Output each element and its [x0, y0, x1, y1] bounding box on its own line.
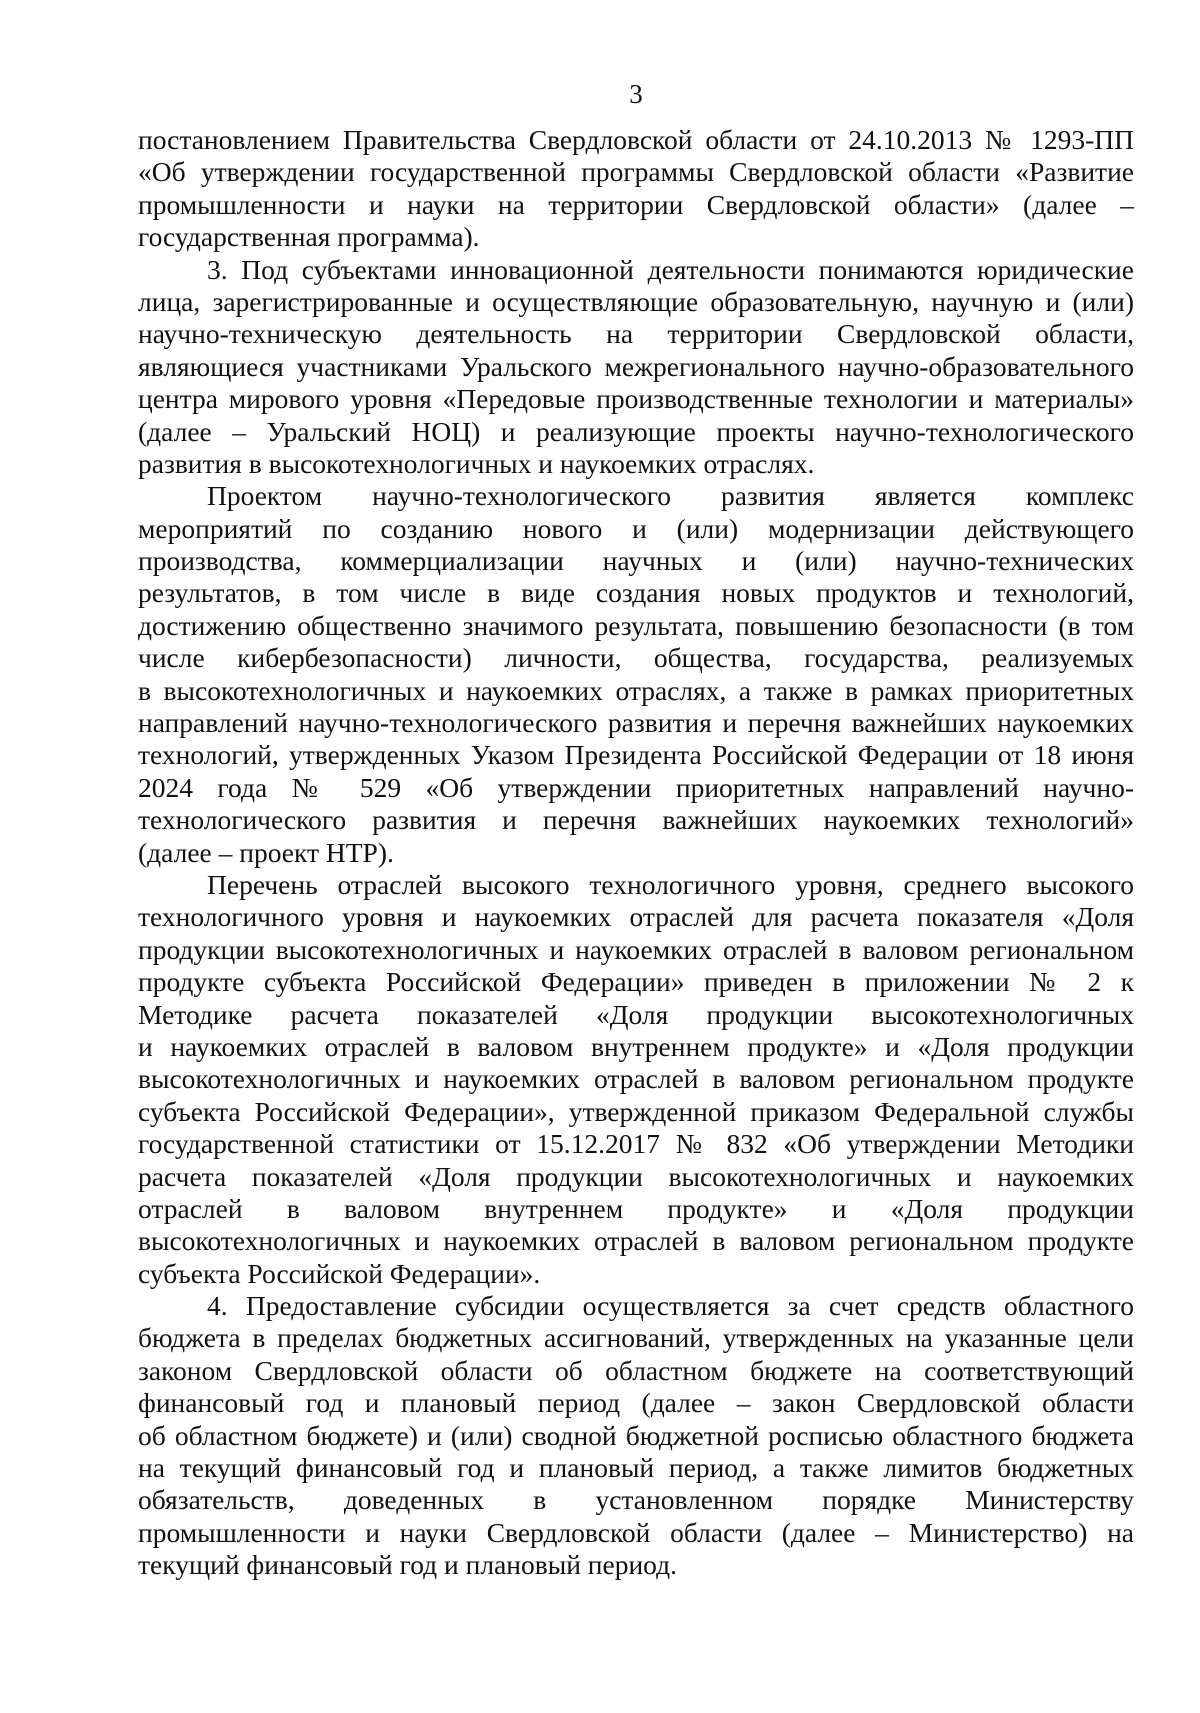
- text-line: мероприятий по созданию нового и (или) модернизации действующего: [138, 512, 1134, 544]
- text-line: 4. Предоставление субсидии осуществляется за счет средств областного: [207, 1290, 1134, 1322]
- document-body: [138, 124, 1134, 1582]
- text-line: (далее – Уральский НОЦ) и реализующие проекты научно-технологического: [138, 415, 1134, 447]
- text-line: на текущий финансовый год и плановый период, а также лимитов бюджетных: [138, 1452, 1134, 1484]
- text-line: обязательств, доведенных в установленном порядке Министерству: [138, 1484, 1134, 1516]
- text-line: текущий финансовый год и плановый период.: [138, 1549, 678, 1581]
- text-line: 2024 года № 529 «Об утверждении приоритетных направлений научно-: [138, 771, 1134, 803]
- text-line: (далее – проект НТР).: [138, 836, 394, 868]
- text-line: государственной статистики от 15.12.2017 № 832 «Об утверждении Методики: [138, 1128, 1134, 1160]
- text-line: в высокотехнологичных и наукоемких отраслях, а также в рамках приоритетных: [138, 674, 1134, 706]
- text-line: об областном бюджете) и (или) сводной бюджетной росписью областного бюджета: [138, 1419, 1134, 1451]
- text-line: расчета показателей «Доля продукции высокотехнологичных и наукоемких: [138, 1160, 1134, 1192]
- text-line: высокотехнологичных и наукоемких отраслей в валовом региональном продукте: [138, 1225, 1134, 1257]
- text-line: Перечень отраслей высокого технологичного уровня, среднего высокого: [207, 868, 1134, 900]
- text-line: государственная программа).: [138, 221, 480, 253]
- text-line: и наукоемких отраслей в валовом внутреннем продукте» и «Доля продукции: [138, 1030, 1134, 1062]
- text-line: научно-техническую деятельность на территории Свердловской области,: [138, 318, 1134, 350]
- text-line: Проектом научно-технологического развития является комплекс: [207, 480, 1134, 512]
- text-line: направлений научно-технологического развития и перечня важнейших наукоемких: [138, 707, 1134, 739]
- text-line: технологического развития и перечня важнейших наукоемких технологий»: [138, 804, 1134, 836]
- text-line: производства, коммерциализации научных и (или) научно-технических: [138, 545, 1134, 577]
- text-line: «Об утверждении государственной программы Свердловской области «Развитие: [138, 156, 1134, 188]
- text-line: субъекта Российской Федерации».: [138, 1257, 541, 1289]
- text-line: достижению общественно значимого результата, повышению безопасности (в том: [138, 609, 1134, 641]
- text-line: постановлением Правительства Свердловской области от 24.10.2013 № 1293-ПП: [138, 124, 1134, 155]
- text-line: результатов, в том числе в виде создания новых продуктов и технологий,: [138, 577, 1134, 609]
- text-line: числе кибербезопасности) личности, общества, государства, реализуемых: [138, 642, 1134, 674]
- text-line: бюджета в пределах бюджетных ассигнований, утвержденных на указанные цели: [138, 1322, 1134, 1354]
- text-line: продукте субъекта Российской Федерации» приведен в приложении № 2 к: [138, 966, 1134, 998]
- text-line: технологий, утвержденных Указом Президента Российской Федерации от 18 июня: [138, 739, 1134, 771]
- text-line: центра мирового уровня «Передовые производственные технологии и материалы»: [138, 383, 1134, 415]
- text-line: Методике расчета показателей «Доля продукции высокотехнологичных: [138, 998, 1134, 1030]
- text-line: отраслей в валовом внутреннем продукте» и «Доля продукции: [138, 1192, 1134, 1224]
- text-line: высокотехнологичных и наукоемких отраслей в валовом региональном продукте: [138, 1063, 1134, 1095]
- text-line: развития в высокотехнологичных и наукоемких отраслях.: [138, 447, 815, 479]
- text-line: финансовый год и плановый период (далее – закон Свердловской области: [138, 1387, 1134, 1419]
- page-number: 3: [629, 79, 643, 109]
- text-line: промышленности и науки Свердловской области (далее – Министерство) на: [138, 1516, 1134, 1548]
- text-line: технологичного уровня и наукоемких отраслей для расчета показателя «Доля: [138, 901, 1134, 933]
- text-line: являющиеся участниками Уральского межрегионального научно-образовательного: [138, 350, 1134, 382]
- text-line: продукции высокотехнологичных и наукоемких отраслей в валовом региональном: [138, 933, 1134, 965]
- text-line: законом Свердловской области об областном бюджете на соответствующий: [138, 1354, 1134, 1386]
- text-line: субъекта Российской Федерации», утвержденной приказом Федеральной службы: [138, 1095, 1134, 1127]
- text-line: промышленности и науки на территории Свердловской области» (далее –: [138, 188, 1134, 220]
- text-line: лица, зарегистрированные и осуществляющие образовательную, научную и (или): [138, 285, 1134, 317]
- text-line: 3. Под субъектами инновационной деятельности понимаются юридические: [207, 253, 1134, 285]
